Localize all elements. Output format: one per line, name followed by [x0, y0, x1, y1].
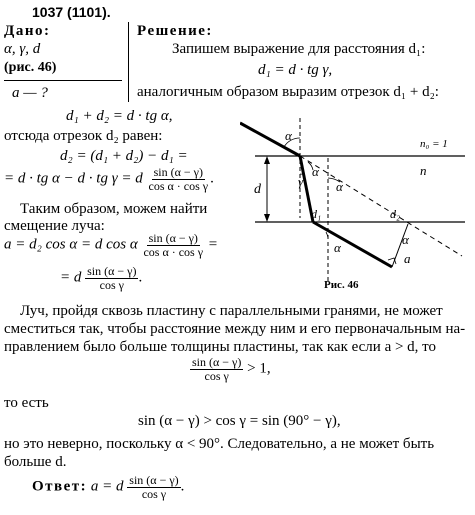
formula-d1-d2: d₁ + d₂ = d · tg α, [66, 108, 173, 124]
label-n: n [420, 163, 427, 178]
formula-d1: d₁ = d · tg γ, [258, 62, 333, 78]
solution-line1: Запишем выражение для расстояния d₁: [172, 41, 426, 57]
solution-line4a: Таким образом, можем найти [20, 201, 208, 217]
inequality-2: sin (α − γ) > cos γ = sin (90° − γ), [138, 413, 341, 429]
paragraph-line1: Луч, пройдя сквозь пластину с параллельными гранями, не может [20, 303, 443, 319]
arc-alpha-bottom [326, 232, 328, 238]
ineq-num: sin (α − γ) [192, 355, 242, 369]
label-alpha-5: α [402, 232, 409, 247]
formula4-num: sin (α − γ) [153, 165, 203, 179]
formula-d2-expanded: = d · tg α − d · tg γ = d $\frac{\sin (\alpha - \gamma)}{\text{cos α · cos γ}}$ . [4, 165, 214, 193]
given-find: a — ? [12, 85, 48, 101]
then-text: то есть [4, 395, 49, 411]
solution-label: Решение: [137, 23, 213, 39]
thickness-arrow-head-bottom [264, 214, 270, 222]
exit-ray [313, 222, 392, 267]
thickness-arrow-head-top [264, 156, 270, 164]
ineq-den: cos γ [204, 368, 229, 383]
ineq-right: > 1, [247, 360, 271, 377]
formula4-left: = d · tg α − d · tg γ = d [4, 170, 143, 187]
given-label: Дано: [4, 23, 51, 39]
given-divider [128, 22, 129, 102]
label-alpha-3: α [336, 179, 343, 194]
answer-fraction [127, 474, 180, 500]
formula6-num: sin (α − γ) [87, 264, 137, 278]
ineq-fraction [190, 356, 243, 382]
given-separator [4, 80, 122, 81]
formula6-den: cos γ [99, 277, 124, 292]
solution-line3: отсюда отрезок d₂ равен: [4, 128, 163, 144]
formula-shift: a = d₂ cos α = d cos α $\frac{\sin (\alpha - \gamma)}{\text{cos α · cos γ}}$ = [4, 231, 218, 259]
label-alpha-1: α [285, 128, 292, 143]
problem-number: 1037 (1101). [32, 4, 111, 20]
formula6-left: = d [60, 269, 82, 286]
label-alpha-4: α [334, 240, 341, 255]
paragraph-line4: но это неверно, поскольку α < 90°. Следовательно, a не может быть [4, 436, 435, 452]
formula-shift-simplified: = d $\frac{\sin (\alpha - \gamma)}{\text{cos γ}}$ . [60, 264, 143, 292]
formula5-den: cos α · cos γ [143, 244, 204, 259]
label-alpha-2: α [312, 164, 319, 179]
label-n0: n₀ = 1 [420, 138, 448, 150]
formula4-den: cos α · cos γ [148, 178, 209, 193]
formula6-fraction [85, 265, 138, 291]
solution-line4b: смещение луча: [4, 218, 105, 234]
figure-46 [240, 118, 472, 290]
answer-num: sin (α − γ) [129, 473, 179, 487]
given-figure-ref: (рис. 46) [4, 60, 57, 75]
answer-label: Ответ: [32, 478, 88, 495]
answer: Ответ: a = d $\frac{\sin (\alpha - \gamma)}{\text{cos γ}}$ . [32, 473, 185, 501]
given-vars: α, γ, d [4, 41, 41, 57]
answer-left: a = d [90, 478, 124, 495]
label-gamma: γ [298, 174, 304, 189]
solution-line2: аналогичным образом выразим отрезок d₁ + d₂: [137, 84, 439, 100]
formula5-fraction [141, 232, 205, 258]
inequality-1 [190, 356, 271, 382]
label-d: d [254, 182, 261, 197]
formula-d2: d₂ = (d₁ + d₂) − d₁ = [60, 148, 188, 164]
answer-den: cos γ [141, 486, 167, 501]
label-a: a [404, 251, 411, 266]
paragraph-line2: сместиться так, чтобы расстояние между ним и его первоначальным на- [4, 321, 466, 337]
paragraph-line5: больше d. [4, 454, 67, 470]
original-direction-dashed [300, 156, 462, 256]
formula5-left: a = d₂ cos α = d cos α [4, 236, 138, 253]
label-d2: d₂ [390, 207, 401, 221]
formula5-num: sin (α − γ) [148, 231, 198, 245]
paragraph-line3: правлением было больше толщины пластины, так как если a > d, то [4, 339, 437, 355]
formula4-fraction [147, 166, 211, 192]
figure-caption: Рис. 46 [324, 279, 359, 290]
label-d1: d₁ [311, 207, 322, 221]
